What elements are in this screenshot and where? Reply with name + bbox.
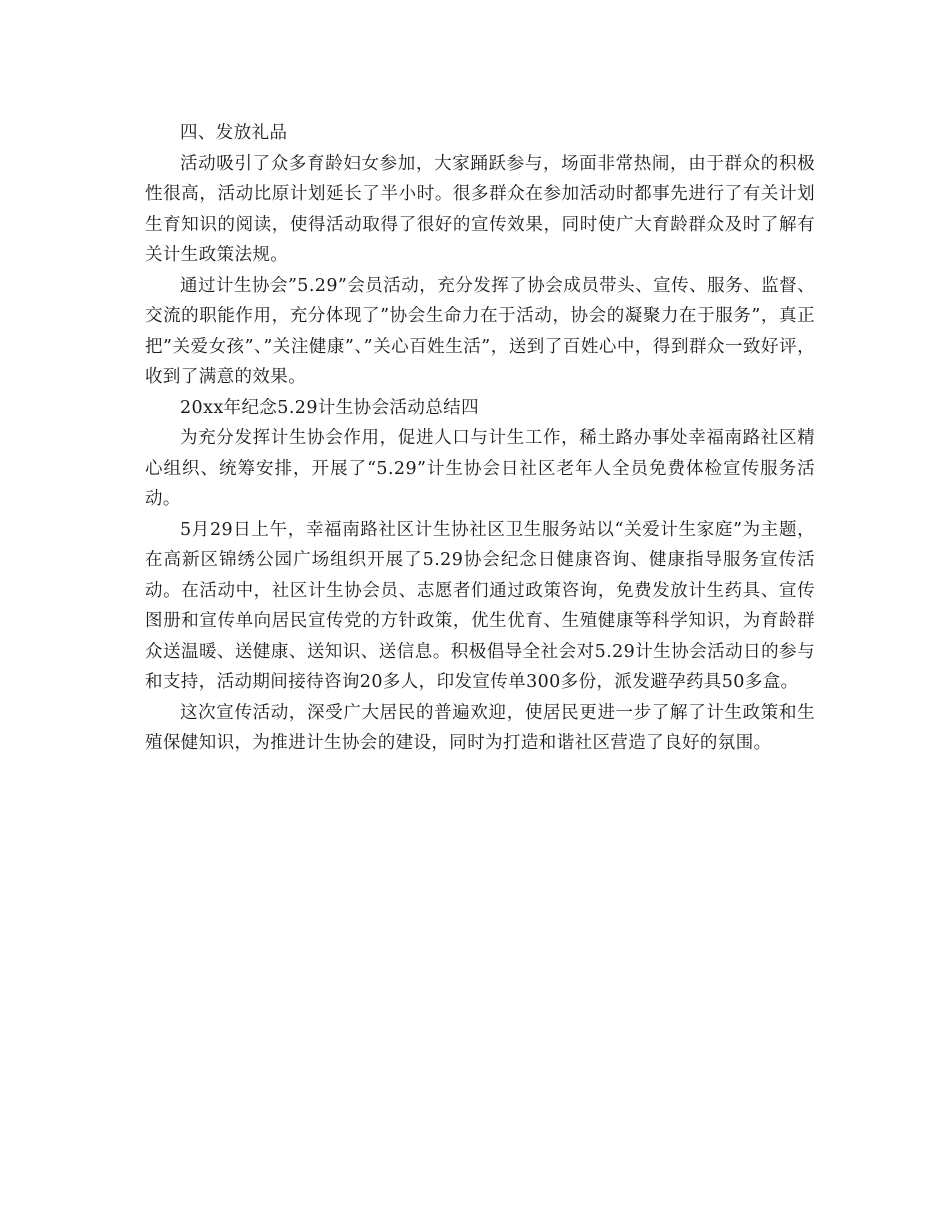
document-body bbox=[145, 118, 815, 759]
paragraph-event-details: 5月29日上午，幸福南路社区计生协社区卫生服务站以“关爱计生家庭”为主题，在高新区锦绣公园广场组织开展了5.29协会纪念日健康咨询、健康指导服务宣传活动。在活动中，社区计生协会员、志愿者们通过政策咨询，免费发放计生药具、宣传图册和宣传单向居民宣传党的方针政策，优生优育、生殖健康等科学知识，为育龄群众送温暖、送健康、送知识、送信息。积极倡导全社会对5.29计生协会活动日的参与和支持，活动期间接待咨询20多人，印发宣传单300多份，派发避孕药具50多盒。 bbox=[145, 519, 815, 692]
paragraph-association-role: 通过计生协会”5.29”会员活动，充分发挥了协会成员带头、宣传、服务、监督、交流的职能作用，充分体现了”协会生命力在于活动，协会的凝聚力在于服务”，真正把”关爱女孩”、”关注健康”、”关心百姓生活”，送到了百姓心中，得到群众一致好评，收到了满意的效果。 bbox=[145, 275, 815, 387]
paragraph-activity-attendance: 活动吸引了众多育龄妇女参加，大家踊跃参与，场面非常热闹，由于群众的积极性很高，活动比原计划延长了半小时。很多群众在参加活动时都事先进行了有关计划生育知识的阅读，使得活动取得了很好的宣传效果，同时使广大育龄群众及时了解有关计生政策法规。 bbox=[145, 153, 815, 265]
paragraph-intro-event: 为充分发挥计生协会作用，促进人口与计生工作，稀土路办事处幸福南路社区精心组织、统筹安排，开展了“5.29”计生协会日社区老年人全员免费体检宣传服务活动。 bbox=[145, 428, 815, 509]
section-heading-summary-four: 20xx年纪念5.29计生协会活动总结四 bbox=[180, 397, 479, 418]
section-heading-gifts: 四、发放礼品 bbox=[180, 123, 288, 143]
paragraph-conclusion: 这次宣传活动，深受广大居民的普遍欢迎，使居民更进一步了解了计生政策和生殖保健知识，为推进计生协会的建设，同时为打造和谐社区营造了良好的氛围。 bbox=[145, 702, 815, 753]
